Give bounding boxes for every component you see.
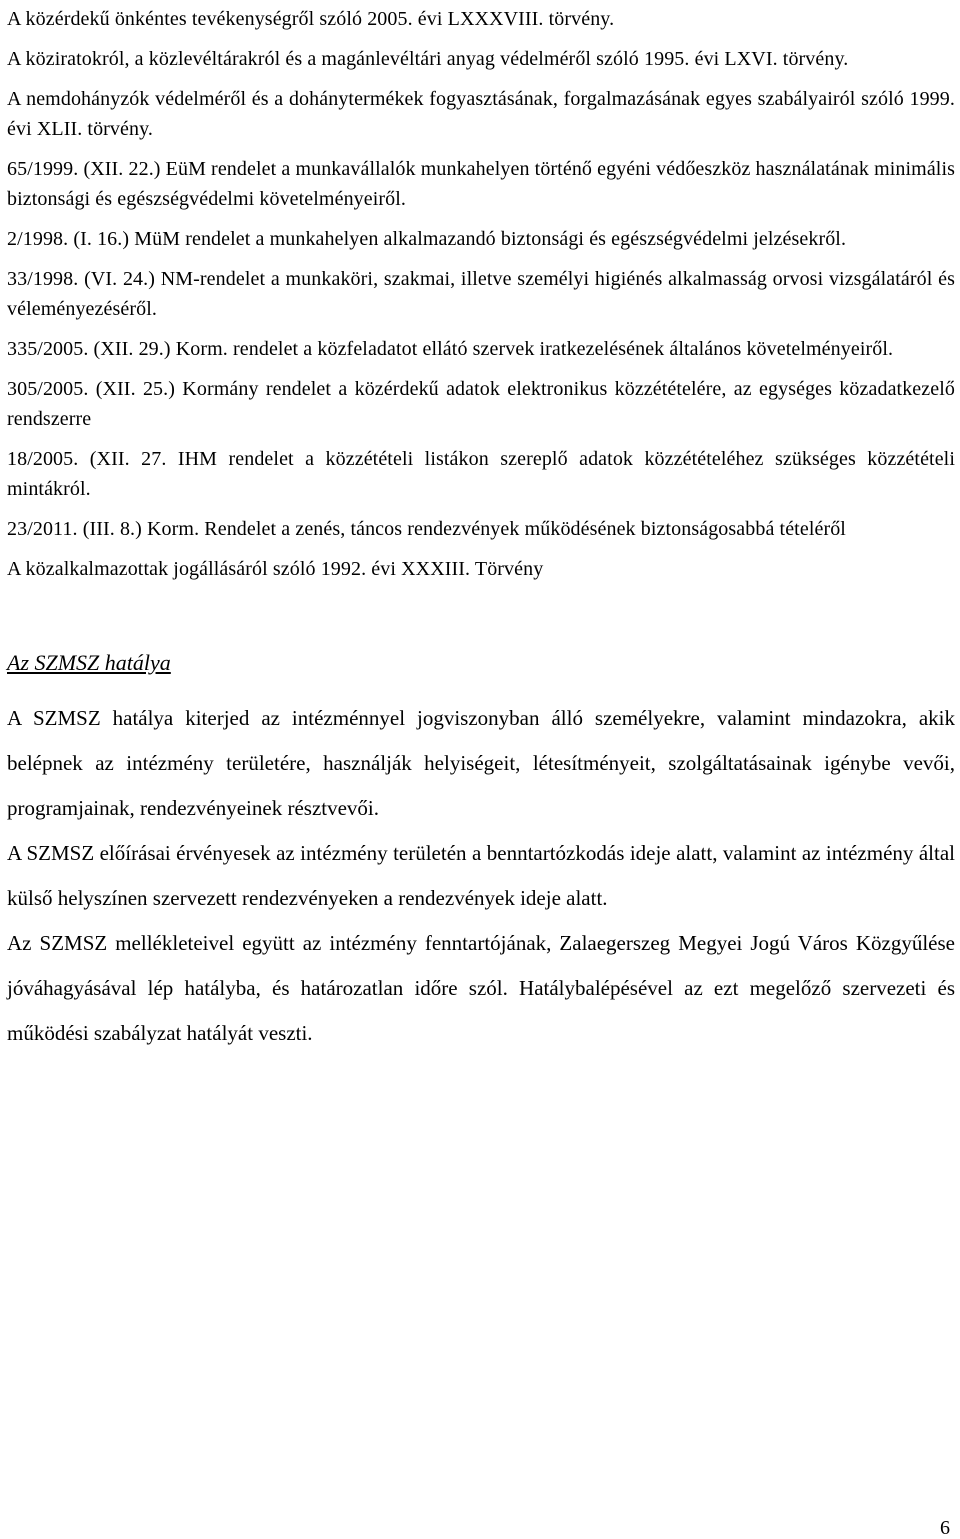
page-number: 6 [940, 1517, 950, 1539]
body-paragraph: A SZMSZ hatálya kiterjed az intézménnyel jogviszonyban álló személyekre, valamint mindazokra, akik belépnek az intézmény területére, használják helyiségeit, létesítményeit, szolgáltatásainak igénybe vevői, programjainak, rendezvényeinek résztvevői. [7, 706, 955, 820]
legal-reference-item: 2/1998. (I. 16.) MüM rendelet a munkahelyen alkalmazandó biztonsági és egészségvédelmi jelzésekről. [7, 228, 847, 250]
legal-reference-item: 23/2011. (III. 8.) Korm. Rendelet a zenés, táncos rendezvények működésének biztonságosabbá tételéről [7, 518, 846, 540]
legal-reference-item: A köziratokról, a közlevéltárakról és a magánlevéltári anyag védelméről szóló 1995. évi LXVI. törvény. [7, 48, 849, 70]
legal-reference-item: 33/1998. (VI. 24.) NM-rendelet a munkaköri, szakmai, illetve személyi higiénés alkalmasság orvosi vizsgálatáról és véleményezéséről. [7, 268, 955, 320]
section-heading: Az SZMSZ hatálya [7, 650, 171, 675]
body-paragraph: Az SZMSZ mellékleteivel együtt az intézmény fenntartójának, Zalaegerszeg Megyei Jogú Város Közgyűlése jóváhagyásával lép hatályba, és határozatlan időre szól. Hatálybalépésével az ezt megelőző szervezeti és működési szabályzat hatályát veszti. [7, 931, 955, 1045]
body-paragraph: A SZMSZ előírásai érvényesek az intézmény területén a benntartózkodás ideje alatt, valamint az intézmény által külső helyszínen szervezett rendezvényeken a rendezvények ideje alatt. [7, 841, 955, 910]
legal-reference-list [7, 4, 955, 584]
legal-reference-item: A közérdekű önkéntes tevékenységről szóló 2005. évi LXXXVIII. törvény. [7, 8, 615, 30]
legal-reference-item: A közalkalmazottak jogállásáról szóló 1992. évi XXXIII. Törvény [7, 558, 544, 580]
legal-reference-item: 65/1999. (XII. 22.) EüM rendelet a munkavállalók munkahelyen történő egyéni védőeszköz használatának minimális biztonsági és egészségvédelmi követelményeiről. [7, 158, 955, 210]
legal-reference-item: A nemdohányzók védelméről és a dohánytermékek fogyasztásának, forgalmazásának egyes szabályairól szóló 1999. évi XLII. törvény. [7, 88, 955, 140]
legal-reference-item: 305/2005. (XII. 25.) Kormány rendelet a közérdekű adatok elektronikus közzétételére, az egységes közadatkezelő rendszerre [7, 378, 955, 430]
legal-reference-item: 335/2005. (XII. 29.) Korm. rendelet a közfeladatot ellátó szervek iratkezelésének általános követelményeiről. [7, 338, 894, 360]
document-page [7, 0, 955, 1056]
legal-reference-item: 18/2005. (XII. 27. IHM rendelet a közzétételi listákon szereplő adatok közzétételéhez szükséges közzétételi mintákról. [7, 448, 955, 500]
